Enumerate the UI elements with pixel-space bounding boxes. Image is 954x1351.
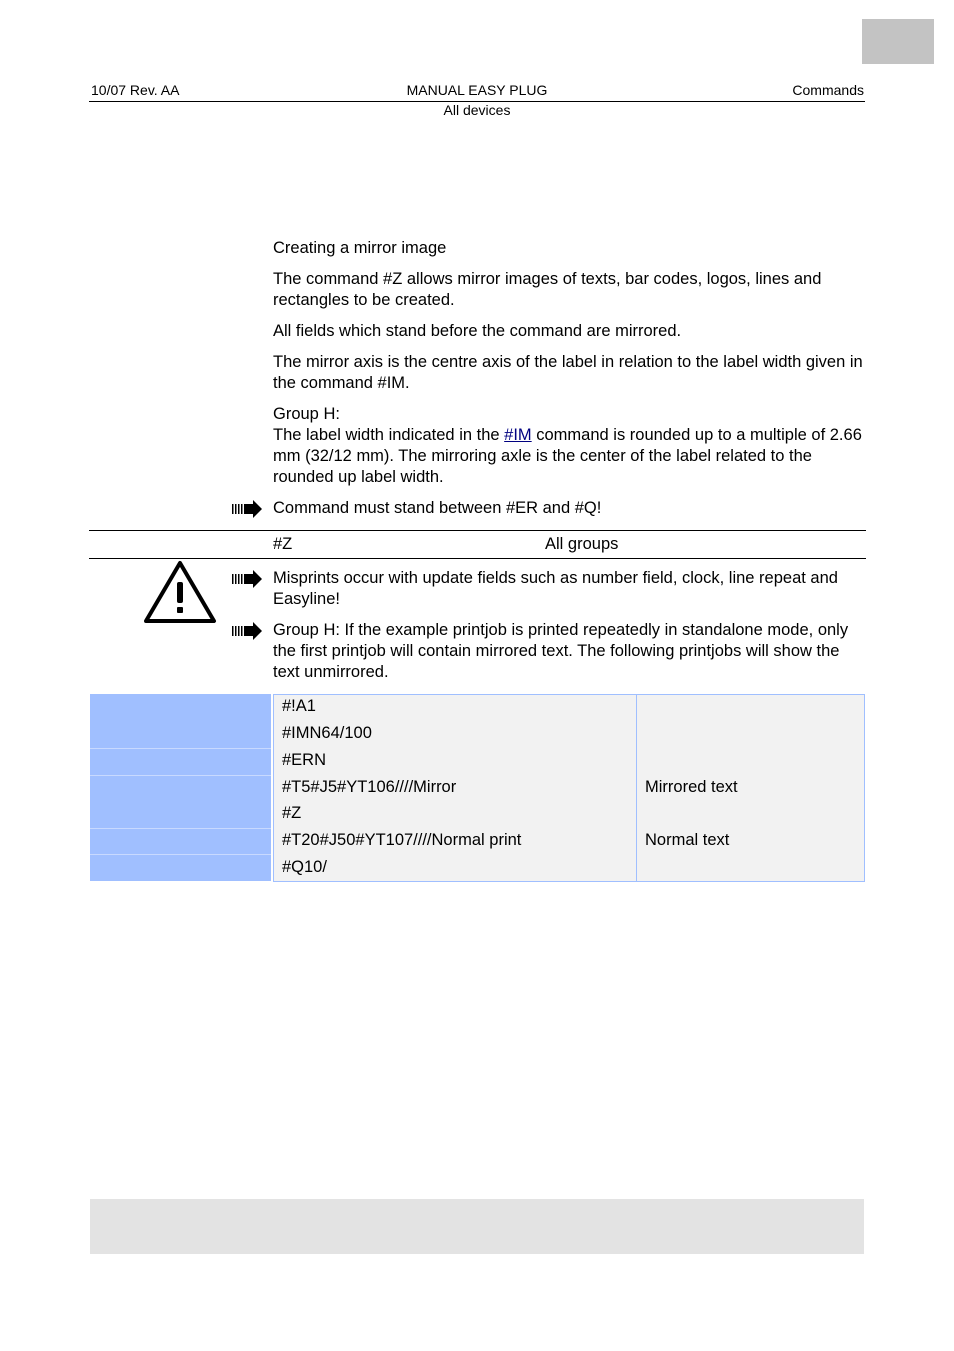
footer-bar [90, 1199, 864, 1254]
paragraph-intro: The command #Z allows mirror images of texts, bar codes, logos, lines and rectangles to be created. [273, 270, 822, 309]
example-code-line: #T5#J5#YT106////Mirror [282, 778, 457, 796]
example-note-mirrored: Mirrored text [645, 778, 738, 796]
group-h-label: Group H: [273, 405, 340, 423]
example-sidebar-line [90, 828, 271, 829]
example-sidebar [90, 694, 271, 881]
warning-group-h: Group H: If the example printjob is printed repeatedly in standalone mode, only the first printjob will contain mirrored text. The following printjobs will show the text unmirrored. [273, 621, 849, 681]
header-revision: 10/07 Rev. AA [91, 82, 180, 98]
syntax-bottom-rule [89, 558, 866, 559]
warning-misprints: Misprints occur with update fields such as number field, clock, line repeat and Easyline! [273, 569, 838, 608]
paragraph-group-h [273, 404, 868, 488]
example-sidebar-line [90, 748, 271, 749]
im-command-link[interactable]: #IM [504, 426, 532, 444]
example-code-line: #ERN [282, 751, 327, 769]
example-code-line: #Z [282, 804, 302, 822]
group-h-text-after: command is rounded up to a multiple of 2.66 mm (32/12 mm). The mirroring axle is the center of the label related to the rounded up label width. [273, 426, 862, 486]
header-section: Commands [792, 82, 864, 98]
example-code-line: #IMN64/100 [282, 724, 372, 742]
example-divider [636, 694, 637, 882]
note-command-position: Command must stand between #ER and #Q! [273, 499, 602, 517]
example-code-line: #T20#J50#YT107////Normal print [282, 831, 522, 849]
note-arrow-icon [231, 500, 263, 518]
example-note-normal: Normal text [645, 831, 730, 849]
header-subtitle: All devices [443, 102, 511, 118]
warning-triangle-icon [143, 560, 217, 624]
syntax-groups: All groups [545, 535, 619, 553]
example-code-line: #!A1 [282, 697, 316, 715]
example-sidebar-line [90, 854, 271, 855]
group-h-text-before: The label width indicated in the [273, 426, 505, 444]
example-code-line: #Q10/ [282, 858, 327, 876]
syntax-top-rule [89, 530, 866, 531]
section-title: Creating a mirror image [273, 239, 447, 257]
warning-arrow-icon [231, 622, 263, 640]
paragraph-fields: All fields which stand before the command are mirrored. [273, 322, 682, 340]
syntax-command: #Z [273, 535, 293, 553]
paragraph-axis: The mirror axis is the centre axis of the label in relation to the label width given in the command #IM. [273, 353, 863, 392]
page-tab-marker [862, 19, 934, 64]
warning-arrow-icon [231, 570, 263, 588]
example-sidebar-line [90, 775, 271, 776]
header-title: MANUAL EASY PLUG [406, 82, 548, 98]
